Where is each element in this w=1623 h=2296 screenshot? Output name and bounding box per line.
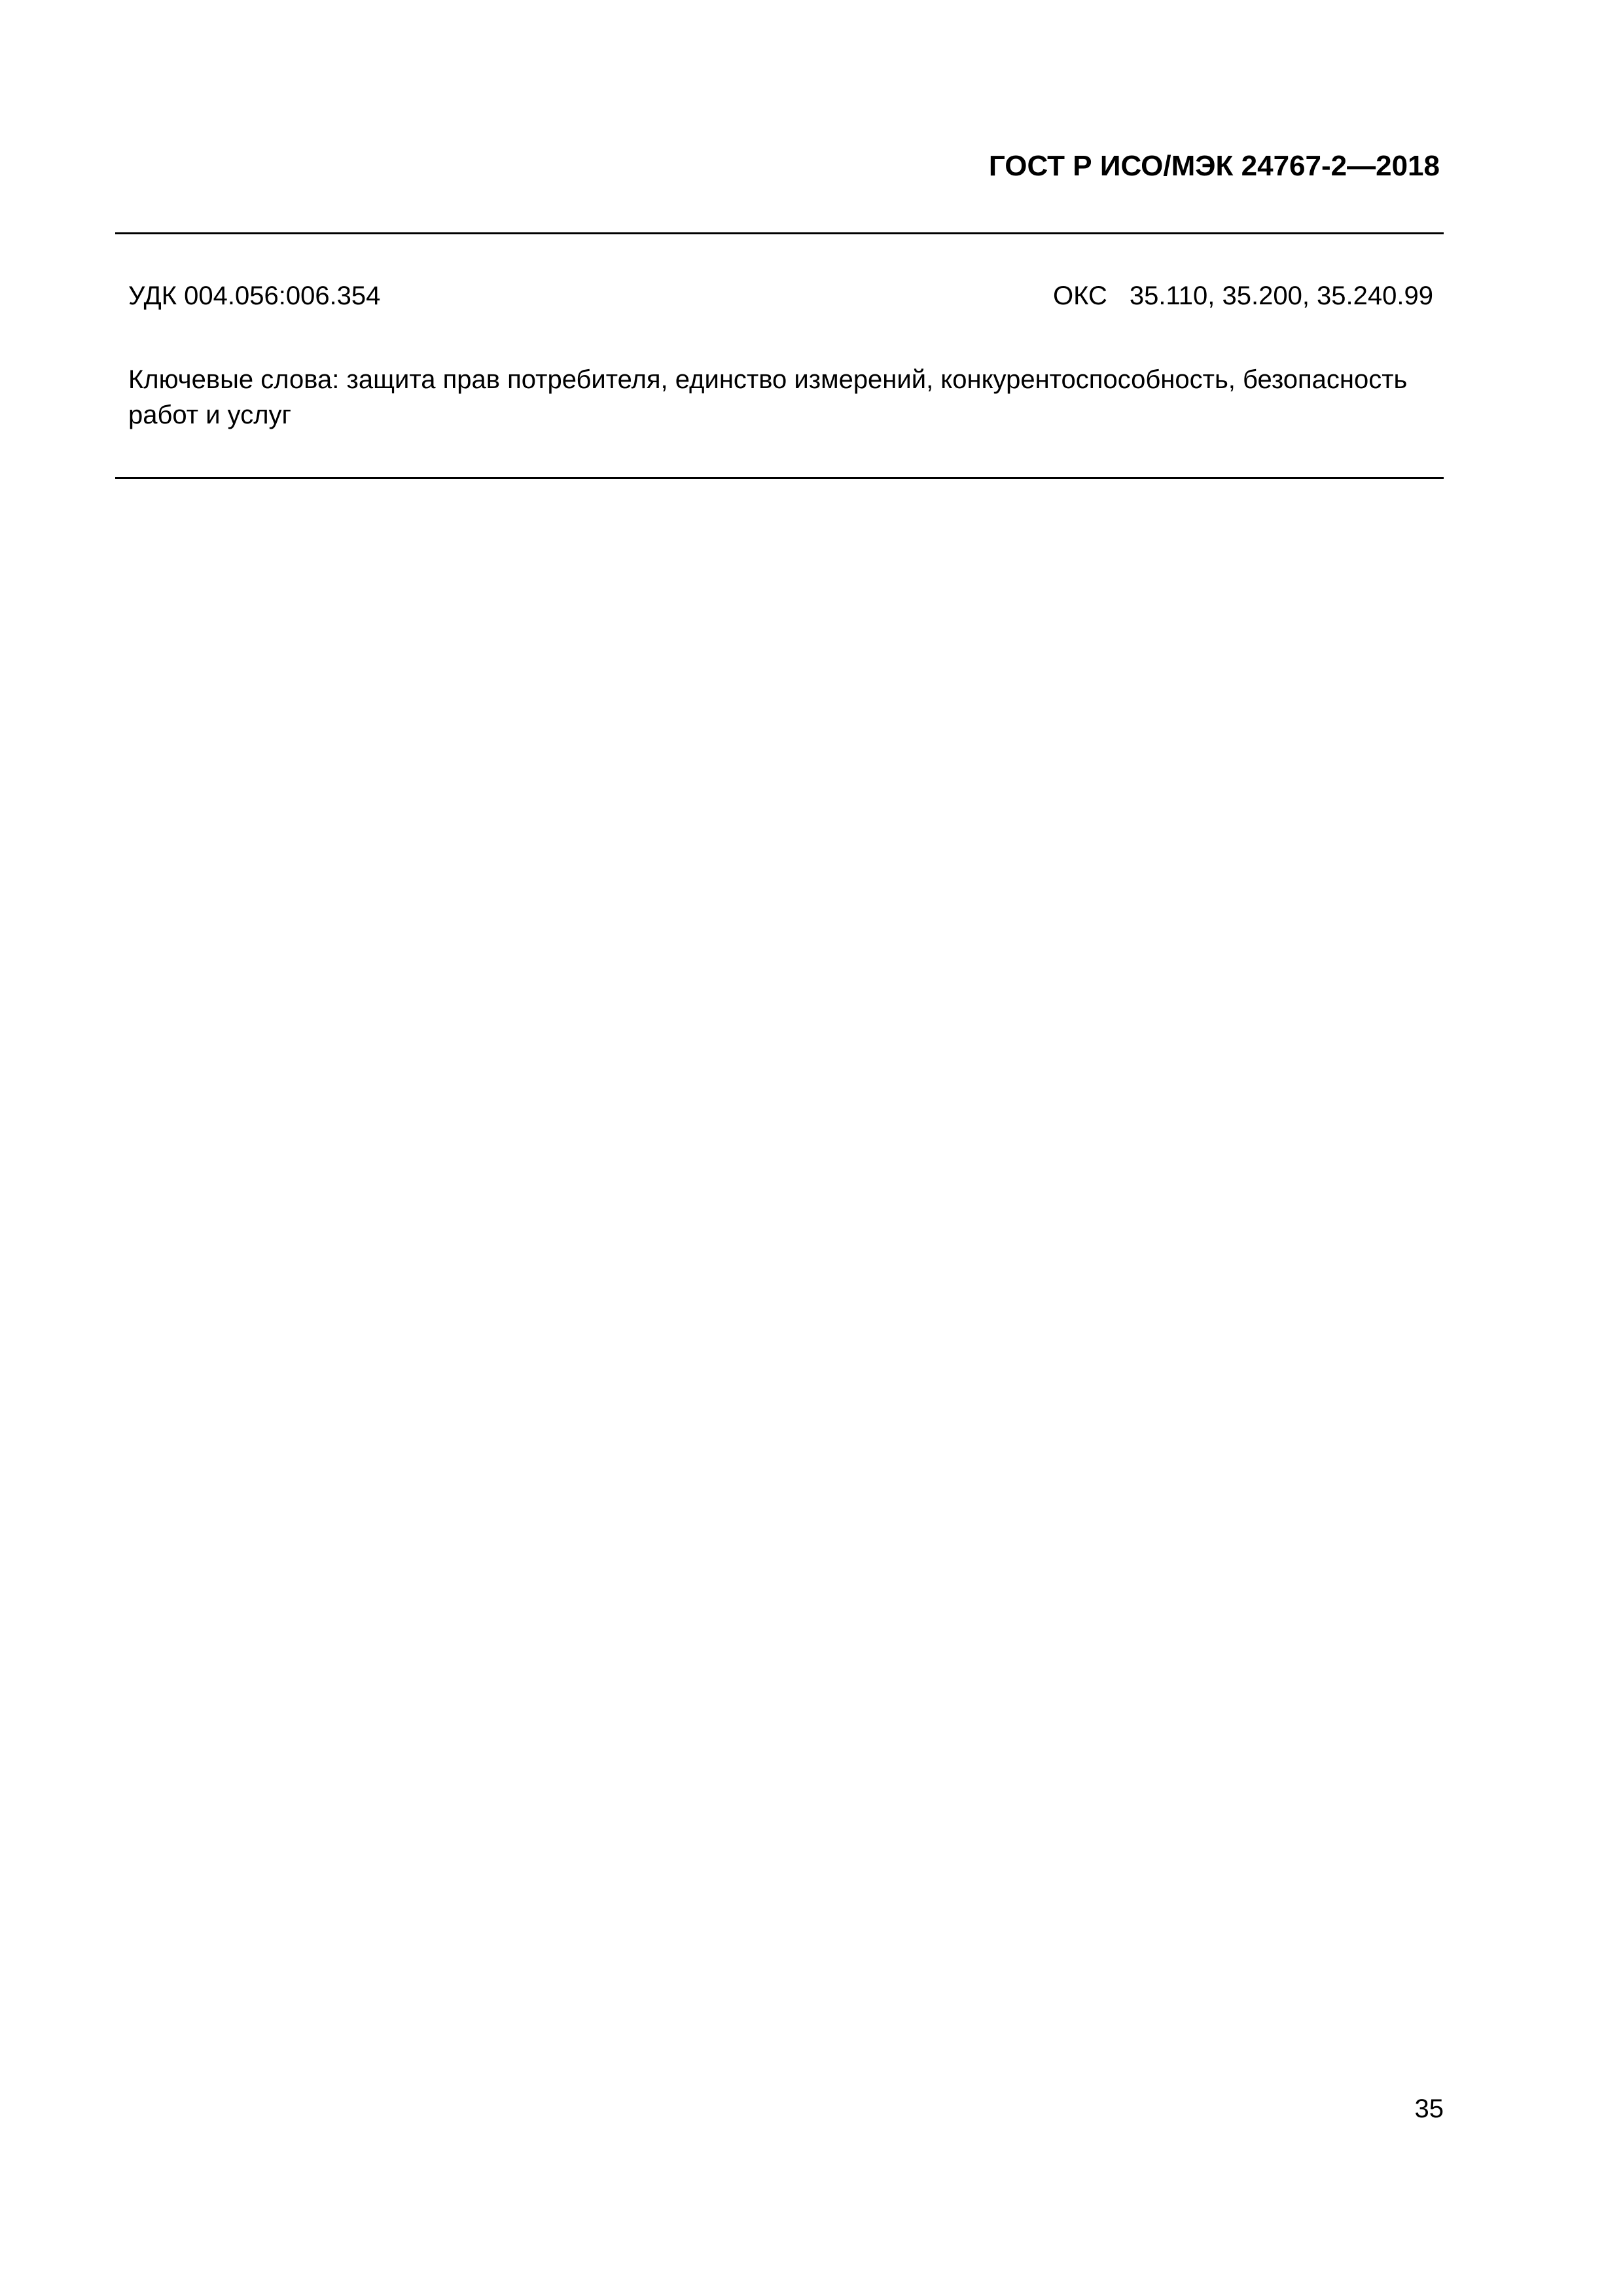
bibliographic-block bbox=[128, 278, 1433, 433]
oks-classification bbox=[1053, 278, 1433, 314]
oks-codes: 35.110, 35.200, 35.240.99 bbox=[1129, 281, 1433, 310]
classification-row bbox=[128, 278, 1433, 314]
udk-code: УДК 004.056:006.354 bbox=[128, 281, 381, 310]
oks-label: ОКС bbox=[1053, 281, 1107, 310]
bottom-divider bbox=[115, 477, 1444, 479]
keywords-text: Ключевые слова: защита прав потребителя, единство измерений, конкурентоспособность, безопасность работ и услуг bbox=[128, 365, 1408, 429]
page-number: 35 bbox=[1414, 2094, 1444, 2123]
document-standard-number: ГОСТ Р ИСО/МЭК 24767-2—2018 bbox=[988, 150, 1440, 182]
top-divider bbox=[115, 232, 1444, 234]
